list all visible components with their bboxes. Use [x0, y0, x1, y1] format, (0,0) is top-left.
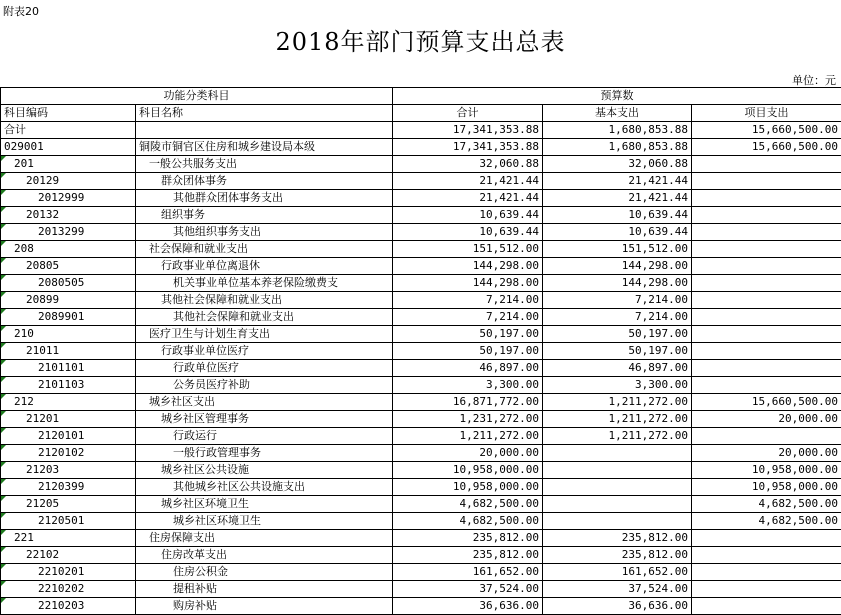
table-row	[1, 224, 841, 241]
table-row	[1, 292, 841, 309]
cell-total: 1,231,272.00	[393, 411, 543, 428]
cell-basic: 3,300.00	[543, 377, 692, 394]
cell-name	[136, 122, 393, 139]
cell-total: 144,298.00	[393, 275, 543, 292]
cell-code: 2210203	[1, 598, 136, 615]
cell-name: 组织事务	[136, 207, 393, 224]
table-row	[1, 309, 841, 326]
cell-code: 029001	[1, 139, 136, 156]
cell-project	[692, 377, 841, 394]
cell-basic: 21,421.44	[543, 173, 692, 190]
table-row	[1, 377, 841, 394]
cell-project	[692, 241, 841, 258]
cell-project	[692, 581, 841, 598]
cell-code: 2120501	[1, 513, 136, 530]
cell-project	[692, 156, 841, 173]
cell-basic: 32,060.88	[543, 156, 692, 173]
cell-basic	[543, 479, 692, 496]
cell-name: 行政事业单位医疗	[136, 343, 393, 360]
header-name: 科目名称	[136, 105, 393, 122]
cell-code: 201	[1, 156, 136, 173]
cell-name: 铜陵市铜官区住房和城乡建设局本级	[136, 139, 393, 156]
table-row	[1, 428, 841, 445]
table-row	[1, 598, 841, 615]
cell-project	[692, 598, 841, 615]
cell-name: 城乡社区管理事务	[136, 411, 393, 428]
cell-total: 37,524.00	[393, 581, 543, 598]
cell-basic: 1,211,272.00	[543, 411, 692, 428]
header-function-category: 功能分类科目	[1, 88, 393, 105]
cell-basic: 46,897.00	[543, 360, 692, 377]
cell-name: 机关事业单位基本养老保险缴费支	[136, 275, 393, 292]
cell-name: 其他组织事务支出	[136, 224, 393, 241]
header-code: 科目编码	[1, 105, 136, 122]
cell-total: 21,421.44	[393, 173, 543, 190]
table-row	[1, 462, 841, 479]
cell-name: 一般公共服务支出	[136, 156, 393, 173]
table-row	[1, 343, 841, 360]
cell-code: 21203	[1, 462, 136, 479]
cell-project: 10,958,000.00	[692, 462, 841, 479]
cell-basic	[543, 496, 692, 513]
cell-name: 城乡社区公共设施	[136, 462, 393, 479]
cell-name: 公务员医疗补助	[136, 377, 393, 394]
cell-total: 235,812.00	[393, 530, 543, 547]
cell-project	[692, 547, 841, 564]
cell-name: 住房保障支出	[136, 530, 393, 547]
cell-basic	[543, 445, 692, 462]
cell-total: 4,682,500.00	[393, 513, 543, 530]
attachment-label: 附表20	[3, 3, 39, 19]
cell-total: 21,421.44	[393, 190, 543, 207]
cell-name: 其他城乡社区公共设施支出	[136, 479, 393, 496]
cell-total: 20,000.00	[393, 445, 543, 462]
cell-project: 15,660,500.00	[692, 394, 841, 411]
cell-project: 10,958,000.00	[692, 479, 841, 496]
cell-total: 161,652.00	[393, 564, 543, 581]
table-row	[1, 275, 841, 292]
cell-project	[692, 190, 841, 207]
cell-name: 其他群众团体事务支出	[136, 190, 393, 207]
cell-code: 210	[1, 326, 136, 343]
cell-total: 10,958,000.00	[393, 462, 543, 479]
cell-code: 22102	[1, 547, 136, 564]
page-title: 2018年部门预算支出总表	[0, 22, 841, 57]
cell-basic: 151,512.00	[543, 241, 692, 258]
cell-total: 1,211,272.00	[393, 428, 543, 445]
cell-name: 群众团体事务	[136, 173, 393, 190]
cell-basic: 21,421.44	[543, 190, 692, 207]
cell-name: 提租补贴	[136, 581, 393, 598]
cell-code: 2101103	[1, 377, 136, 394]
cell-project	[692, 309, 841, 326]
table-row	[1, 581, 841, 598]
cell-code: 212	[1, 394, 136, 411]
cell-name: 行政事业单位离退休	[136, 258, 393, 275]
cell-project	[692, 224, 841, 241]
cell-project	[692, 207, 841, 224]
header-budget-amount: 预算数	[393, 88, 841, 105]
cell-project	[692, 258, 841, 275]
table-row	[1, 207, 841, 224]
cell-basic: 10,639.44	[543, 207, 692, 224]
table-row	[1, 173, 841, 190]
cell-code: 2120102	[1, 445, 136, 462]
cell-project	[692, 326, 841, 343]
cell-project	[692, 564, 841, 581]
table-row	[1, 513, 841, 530]
cell-name: 行政单位医疗	[136, 360, 393, 377]
cell-total: 10,958,000.00	[393, 479, 543, 496]
cell-basic: 235,812.00	[543, 547, 692, 564]
cell-project: 4,682,500.00	[692, 513, 841, 530]
cell-basic: 1,680,853.88	[543, 122, 692, 139]
cell-basic: 36,636.00	[543, 598, 692, 615]
cell-basic: 161,652.00	[543, 564, 692, 581]
unit-label: 单位：元	[792, 72, 836, 88]
cell-code: 21205	[1, 496, 136, 513]
cell-basic: 50,197.00	[543, 326, 692, 343]
cell-total: 32,060.88	[393, 156, 543, 173]
cell-project	[692, 360, 841, 377]
table-row	[1, 411, 841, 428]
cell-basic	[543, 513, 692, 530]
cell-project	[692, 275, 841, 292]
cell-code: 2012999	[1, 190, 136, 207]
cell-basic: 7,214.00	[543, 292, 692, 309]
table-row	[1, 479, 841, 496]
cell-name: 购房补贴	[136, 598, 393, 615]
table-row	[1, 445, 841, 462]
cell-name: 城乡社区环境卫生	[136, 513, 393, 530]
cell-name: 社会保障和就业支出	[136, 241, 393, 258]
cell-name: 住房公积金	[136, 564, 393, 581]
header-group-row	[1, 88, 841, 105]
table-row	[1, 530, 841, 547]
cell-code: 20899	[1, 292, 136, 309]
cell-code: 20132	[1, 207, 136, 224]
cell-code: 2210202	[1, 581, 136, 598]
cell-code: 221	[1, 530, 136, 547]
cell-project	[692, 292, 841, 309]
table-row	[1, 326, 841, 343]
table-row	[1, 360, 841, 377]
header-total: 合计	[393, 105, 543, 122]
cell-basic: 1,211,272.00	[543, 428, 692, 445]
cell-total: 50,197.00	[393, 326, 543, 343]
cell-code: 2013299	[1, 224, 136, 241]
cell-project: 4,682,500.00	[692, 496, 841, 513]
cell-project: 20,000.00	[692, 411, 841, 428]
cell-basic	[543, 462, 692, 479]
cell-code: 2210201	[1, 564, 136, 581]
cell-total: 36,636.00	[393, 598, 543, 615]
cell-code: 2080505	[1, 275, 136, 292]
cell-total: 7,214.00	[393, 309, 543, 326]
cell-code: 20805	[1, 258, 136, 275]
budget-table	[0, 87, 841, 615]
cell-project: 15,660,500.00	[692, 122, 841, 139]
cell-project	[692, 530, 841, 547]
cell-name: 医疗卫生与计划生育支出	[136, 326, 393, 343]
cell-code: 20129	[1, 173, 136, 190]
cell-project	[692, 428, 841, 445]
table-row	[1, 394, 841, 411]
cell-total: 4,682,500.00	[393, 496, 543, 513]
header-project: 项目支出	[692, 105, 841, 122]
cell-total: 17,341,353.88	[393, 139, 543, 156]
cell-name: 其他社会保障和就业支出	[136, 292, 393, 309]
cell-name: 城乡社区支出	[136, 394, 393, 411]
cell-code: 2120399	[1, 479, 136, 496]
cell-total: 10,639.44	[393, 207, 543, 224]
cell-project: 15,660,500.00	[692, 139, 841, 156]
header-column-row	[1, 105, 841, 122]
table-row	[1, 241, 841, 258]
cell-basic: 1,211,272.00	[543, 394, 692, 411]
cell-total: 50,197.00	[393, 343, 543, 360]
cell-code: 2120101	[1, 428, 136, 445]
cell-basic: 1,680,853.88	[543, 139, 692, 156]
cell-total: 3,300.00	[393, 377, 543, 394]
cell-project: 20,000.00	[692, 445, 841, 462]
cell-total: 16,871,772.00	[393, 394, 543, 411]
cell-total: 144,298.00	[393, 258, 543, 275]
cell-code: 2101101	[1, 360, 136, 377]
cell-basic: 7,214.00	[543, 309, 692, 326]
cell-basic: 235,812.00	[543, 530, 692, 547]
cell-code: 208	[1, 241, 136, 258]
cell-total: 46,897.00	[393, 360, 543, 377]
table-body	[1, 122, 841, 615]
table-row	[1, 139, 841, 156]
cell-basic: 37,524.00	[543, 581, 692, 598]
cell-code: 21201	[1, 411, 136, 428]
table-row	[1, 190, 841, 207]
table-row	[1, 547, 841, 564]
table-row	[1, 156, 841, 173]
cell-name: 其他社会保障和就业支出	[136, 309, 393, 326]
table-row	[1, 564, 841, 581]
cell-code: 合计	[1, 122, 136, 139]
cell-name: 一般行政管理事务	[136, 445, 393, 462]
table-row	[1, 496, 841, 513]
header-basic: 基本支出	[543, 105, 692, 122]
table-row	[1, 258, 841, 275]
cell-basic: 144,298.00	[543, 275, 692, 292]
cell-total: 17,341,353.88	[393, 122, 543, 139]
cell-total: 10,639.44	[393, 224, 543, 241]
cell-project	[692, 173, 841, 190]
cell-project	[692, 343, 841, 360]
cell-total: 7,214.00	[393, 292, 543, 309]
cell-name: 住房改革支出	[136, 547, 393, 564]
cell-basic: 50,197.00	[543, 343, 692, 360]
cell-name: 行政运行	[136, 428, 393, 445]
cell-code: 2089901	[1, 309, 136, 326]
cell-name: 城乡社区环境卫生	[136, 496, 393, 513]
cell-basic: 10,639.44	[543, 224, 692, 241]
cell-code: 21011	[1, 343, 136, 360]
cell-basic: 144,298.00	[543, 258, 692, 275]
cell-total: 151,512.00	[393, 241, 543, 258]
cell-total: 235,812.00	[393, 547, 543, 564]
table-row	[1, 122, 841, 139]
